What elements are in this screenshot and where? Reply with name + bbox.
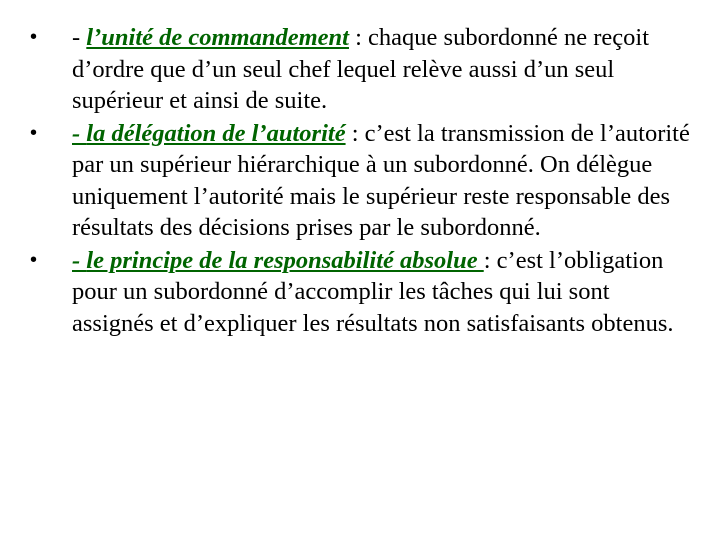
item-prefix: -: [72, 246, 87, 274]
bullet-icon: •: [30, 248, 38, 271]
item-term: l’unité de commandement: [86, 24, 349, 51]
bullet-item-responsabilite-absolue: [30, 245, 690, 340]
item-prefix: -: [72, 119, 87, 147]
bullet-icon: •: [30, 26, 38, 48]
item-prefix: -: [72, 24, 87, 51]
item-term: la délégation de l’autorité: [86, 119, 346, 147]
item-term: le principe de la responsabilité absolue: [86, 246, 484, 274]
bullet-icon: •: [30, 121, 38, 144]
bullet-item-delegation-autorite: [30, 118, 690, 244]
bullet-item-unite-commandement: [30, 22, 690, 117]
bullet-list: [30, 22, 690, 340]
item-text: : c’est l’obligation pour un subordonné d’accomplir les tâches qui lui sont assignés et d’expliquer les résultats non satisfaisants obtenus.: [72, 246, 674, 337]
item-text: : c’est la transmission de l’autorité par un supérieur hiérarchique à un subordonné. On délègue uniquement l’autorité mais le supérieur reste responsable des résultats des décisions prises par le subordonné.: [72, 119, 690, 241]
item-text: : chaque subordonné ne reçoit d’ordre que d’un seul chef lequel relève aussi d’un seul supérieur et ainsi de suite.: [72, 24, 650, 114]
